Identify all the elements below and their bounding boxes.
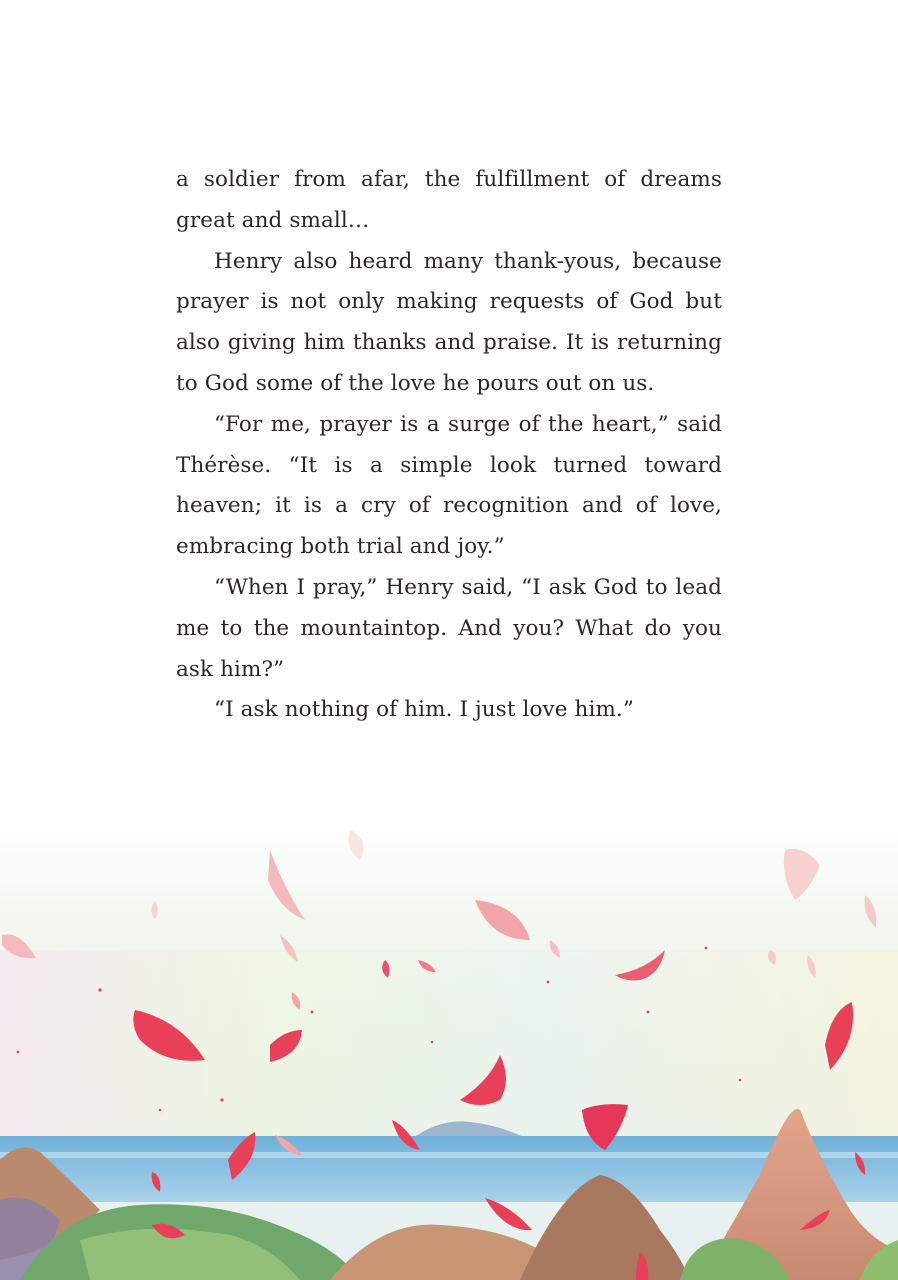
paragraph-1: a soldier from afar, the fulfillment of dreams great and small… — [176, 167, 722, 233]
sky-haze — [0, 950, 898, 1140]
paragraph-5: “I ask nothing of him. I just love him.” — [214, 697, 634, 723]
sparkle — [739, 1079, 742, 1082]
sparkle — [431, 1041, 434, 1044]
sparkle — [17, 1051, 20, 1054]
petals-over-sea-illustration — [0, 780, 898, 1280]
sparkle — [547, 981, 550, 984]
sparkle — [705, 947, 708, 950]
sparkle — [98, 988, 101, 991]
paragraph-3: “For me, prayer is a surge of the heart,” said Thérèse. “It is a simple look turned toward heaven; it is a cry of recognition and of love, embracing both trial and joy.” — [176, 411, 722, 560]
story-text — [176, 160, 722, 731]
sparkle — [311, 1011, 314, 1014]
sparkle — [647, 1011, 650, 1014]
paragraph-4: “When I pray,” Henry said, “I ask God to lead me to the mountaintop. And you? What do you ask him?” — [176, 574, 722, 682]
sparkle — [220, 1098, 223, 1101]
sea-glint — [0, 1152, 898, 1158]
paragraph-2: Henry also heard many thank-yous, because prayer is not only making requests of God but also giving him thanks and praise. It is returning to God some of the love he pours out on us. — [176, 248, 722, 396]
sparkle — [159, 1109, 162, 1112]
